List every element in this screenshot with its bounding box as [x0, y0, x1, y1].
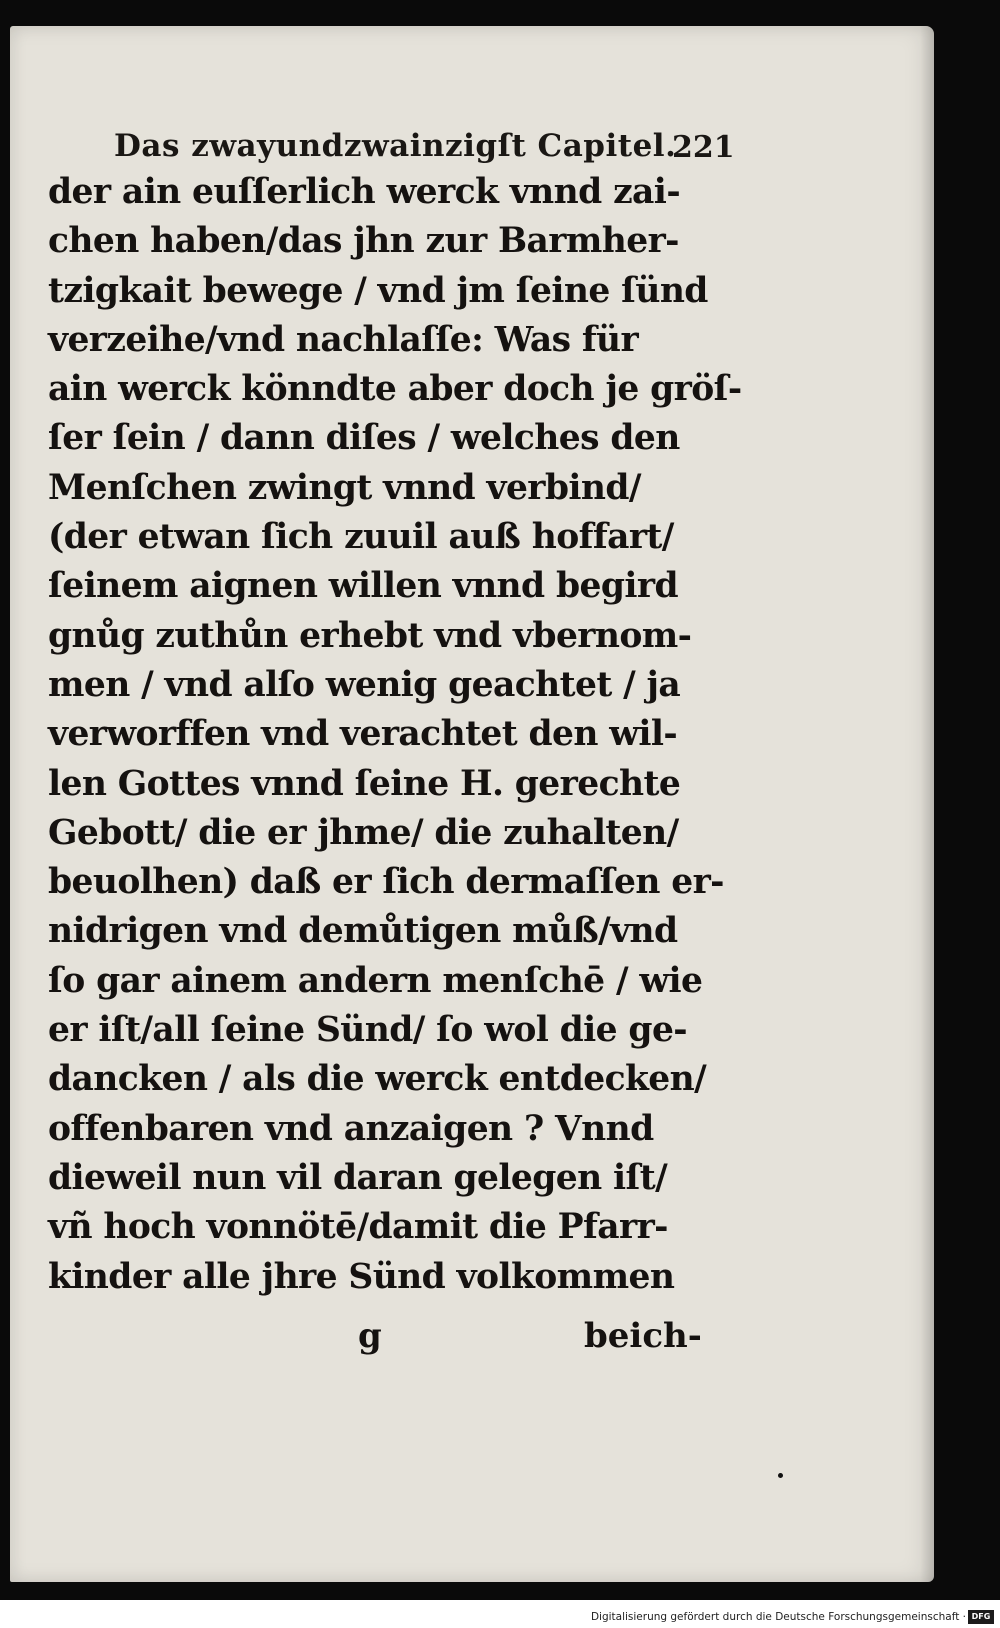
text-line: der ain euſſerlich werck vnnd zai-: [48, 172, 681, 212]
running-head: Das zwayundzwainzigſt Capitel.: [114, 128, 677, 164]
text-line: Menſchen zwingt vnnd verbind/: [48, 467, 641, 508]
text-line: ſer ſein / dann diſes / welches den: [48, 418, 680, 459]
catchword: beich-: [584, 1316, 702, 1356]
text-line: er iſt/all ſeine Sünd/ ſo wol die ge-: [48, 1010, 688, 1051]
text-line: dancken / als die werck entdecken/: [48, 1059, 707, 1100]
text-line: verzeihe/vnd nachlaſſe: Was für: [48, 319, 639, 360]
book-page: [10, 26, 934, 1582]
ink-speck: [778, 1473, 783, 1478]
text-line: len Gottes vnnd ſeine H. gerechte: [48, 763, 681, 804]
text-line: offenbaren vnd anzaigen ? Vnnd: [48, 1108, 654, 1149]
dfg-logo: DFG: [968, 1610, 994, 1624]
text-line: ſo gar ainem andern menſchē / wie: [48, 960, 703, 1001]
text-line: chen haben/das jhn zur Barmher-: [48, 221, 679, 262]
page-number: 221: [672, 130, 735, 165]
text-line: verworffen vnd verachtet den wil-: [48, 714, 678, 755]
body-text: [48, 168, 742, 1302]
text-line: (der etwan ſich zuuil auß hoffart/: [48, 517, 674, 558]
text-line: ſeinem aignen willen vnnd begird: [48, 566, 678, 607]
text-line: gnůg zuthůn erhebt vnd vbernom-: [48, 615, 692, 656]
text-line: beuolhen) daß er ſich dermaſſen er-: [48, 862, 724, 903]
text-line: kinder alle jhre Sünd volkommen: [48, 1256, 675, 1297]
digitization-credit: Digitalisierung gefördert durch die Deutsche Forschungsgemeinschaft ·: [590, 1611, 966, 1623]
text-line: vñ hoch vonnötē/damit die Pfarr-: [48, 1207, 668, 1248]
text-line: dieweil nun vil daran gelegen iſt/: [48, 1157, 668, 1198]
text-line: Gebott/ die er jhme/ die zuhalten/: [48, 812, 679, 853]
signature-mark: g: [358, 1316, 382, 1356]
text-line: ain werck könndte aber doch je gröſ-: [48, 369, 742, 410]
text-line: men / vnd alſo wenig geachtet / ja: [48, 664, 681, 705]
text-line: nidrigen vnd demůtigen můß/vnd: [48, 911, 678, 952]
text-line: tzigkait bewege / vnd jm ſeine ſünd: [48, 270, 708, 311]
